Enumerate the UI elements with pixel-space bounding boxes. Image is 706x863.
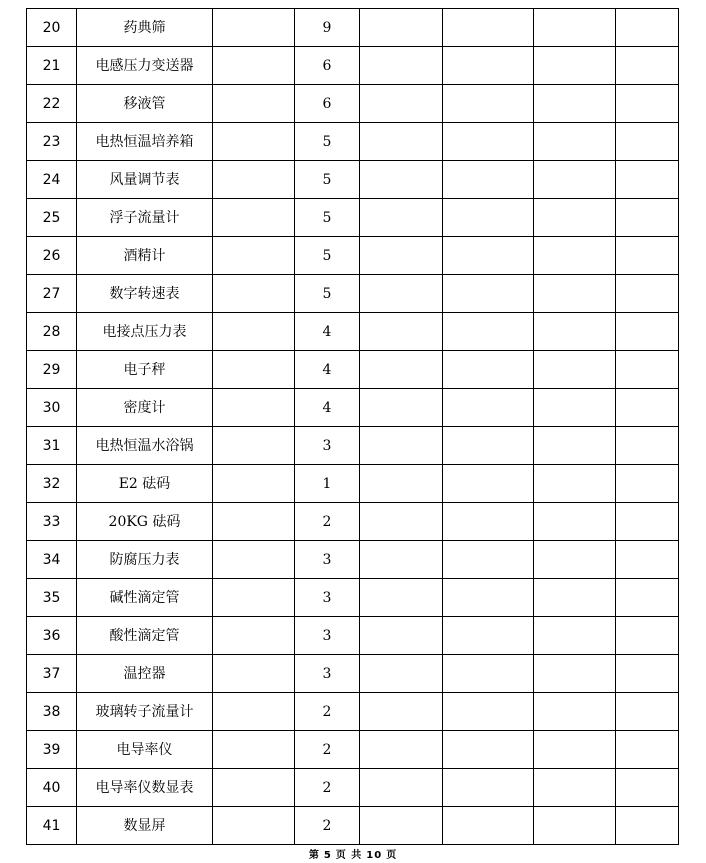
footer-suffix: 页 [386,850,398,861]
table-row [27,655,679,693]
empty-cell [616,275,679,313]
empty-cell [213,313,295,351]
empty-cell [443,655,534,693]
empty-cell [616,693,679,731]
empty-cell [616,351,679,389]
quantity-cell: 2 [295,731,360,769]
table-row [27,199,679,237]
empty-cell [443,427,534,465]
empty-cell [616,579,679,617]
item-name-cell: 电热恒温培养箱 [77,123,213,161]
empty-cell [534,237,616,275]
empty-cell [534,275,616,313]
quantity-cell: 3 [295,617,360,655]
empty-cell [534,617,616,655]
empty-cell [360,655,443,693]
footer-middle: 页 共 [335,850,363,861]
item-name-cell: 电感压力变送器 [77,47,213,85]
quantity-cell: 5 [295,199,360,237]
empty-cell [443,617,534,655]
item-name-cell: 玻璃转子流量计 [77,693,213,731]
empty-cell [213,161,295,199]
empty-cell [616,199,679,237]
quantity-cell: 6 [295,85,360,123]
item-name-cell: 数显屏 [77,807,213,845]
item-name-cell: 电导率仪 [77,731,213,769]
empty-cell [360,9,443,47]
empty-cell [616,313,679,351]
empty-cell [213,237,295,275]
row-number-cell: 21 [27,47,77,85]
item-name-cell: 温控器 [77,655,213,693]
empty-cell [360,389,443,427]
empty-cell [616,655,679,693]
equipment-table [26,8,679,845]
item-name-cell: E2 砝码 [77,465,213,503]
empty-cell [443,47,534,85]
item-name-cell: 密度计 [77,389,213,427]
empty-cell [616,237,679,275]
row-number-cell: 35 [27,579,77,617]
table-row [27,351,679,389]
empty-cell [360,731,443,769]
table-row [27,389,679,427]
item-name-cell: 防腐压力表 [77,541,213,579]
empty-cell [360,807,443,845]
empty-cell [213,427,295,465]
empty-cell [360,275,443,313]
item-name-cell: 电导率仪数显表 [77,769,213,807]
item-name-cell: 浮子流量计 [77,199,213,237]
quantity-cell: 2 [295,769,360,807]
empty-cell [213,769,295,807]
empty-cell [443,389,534,427]
empty-cell [213,541,295,579]
empty-cell [534,85,616,123]
quantity-cell: 4 [295,389,360,427]
empty-cell [534,769,616,807]
quantity-cell: 3 [295,655,360,693]
empty-cell [213,389,295,427]
item-name-cell: 电子秤 [77,351,213,389]
empty-cell [213,47,295,85]
quantity-cell: 2 [295,807,360,845]
table-row [27,47,679,85]
quantity-cell: 4 [295,351,360,389]
table-row [27,85,679,123]
row-number-cell: 36 [27,617,77,655]
table-row [27,427,679,465]
table-body [27,9,679,845]
row-number-cell: 30 [27,389,77,427]
empty-cell [534,541,616,579]
empty-cell [443,351,534,389]
empty-cell [534,161,616,199]
empty-cell [616,47,679,85]
row-number-cell: 38 [27,693,77,731]
quantity-cell: 5 [295,275,360,313]
item-name-cell: 电接点压力表 [77,313,213,351]
empty-cell [213,351,295,389]
empty-cell [443,731,534,769]
empty-cell [616,161,679,199]
item-name-cell: 电热恒温水浴锅 [77,427,213,465]
quantity-cell: 2 [295,503,360,541]
empty-cell [616,465,679,503]
table-row [27,313,679,351]
empty-cell [443,313,534,351]
empty-cell [213,85,295,123]
empty-cell [534,199,616,237]
empty-cell [616,541,679,579]
item-name-cell: 药典筛 [77,9,213,47]
empty-cell [443,693,534,731]
table-row [27,275,679,313]
empty-cell [443,85,534,123]
empty-cell [360,427,443,465]
empty-cell [213,731,295,769]
empty-cell [213,275,295,313]
row-number-cell: 31 [27,427,77,465]
row-number-cell: 20 [27,9,77,47]
empty-cell [443,275,534,313]
empty-cell [534,9,616,47]
table-row [27,123,679,161]
empty-cell [213,807,295,845]
row-number-cell: 25 [27,199,77,237]
empty-cell [616,9,679,47]
empty-cell [443,9,534,47]
empty-cell [534,389,616,427]
quantity-cell: 5 [295,161,360,199]
empty-cell [360,541,443,579]
row-number-cell: 27 [27,275,77,313]
item-name-cell: 数字转速表 [77,275,213,313]
empty-cell [360,579,443,617]
table-row [27,807,679,845]
empty-cell [360,769,443,807]
item-name-cell: 风量调节表 [77,161,213,199]
empty-cell [443,199,534,237]
empty-cell [360,85,443,123]
empty-cell [213,617,295,655]
quantity-cell: 1 [295,465,360,503]
quantity-cell: 5 [295,237,360,275]
empty-cell [534,655,616,693]
empty-cell [616,769,679,807]
empty-cell [616,85,679,123]
quantity-cell: 4 [295,313,360,351]
empty-cell [213,655,295,693]
row-number-cell: 41 [27,807,77,845]
footer-current-page: 5 [323,850,332,861]
empty-cell [213,9,295,47]
table-row [27,465,679,503]
empty-cell [534,351,616,389]
quantity-cell: 3 [295,541,360,579]
empty-cell [360,465,443,503]
empty-cell [534,503,616,541]
quantity-cell: 3 [295,427,360,465]
row-number-cell: 33 [27,503,77,541]
empty-cell [213,199,295,237]
row-number-cell: 23 [27,123,77,161]
quantity-cell: 5 [295,123,360,161]
item-name-cell: 酸性滴定管 [77,617,213,655]
footer-prefix: 第 [308,850,320,861]
table-row [27,237,679,275]
item-name-cell: 移液管 [77,85,213,123]
empty-cell [213,503,295,541]
empty-cell [616,807,679,845]
quantity-cell: 6 [295,47,360,85]
item-name-cell: 碱性滴定管 [77,579,213,617]
empty-cell [360,313,443,351]
row-number-cell: 39 [27,731,77,769]
empty-cell [534,427,616,465]
quantity-cell: 3 [295,579,360,617]
empty-cell [443,161,534,199]
table-row [27,9,679,47]
item-name-cell: 酒精计 [77,237,213,275]
empty-cell [213,579,295,617]
empty-cell [616,427,679,465]
empty-cell [360,351,443,389]
empty-cell [534,579,616,617]
table-row [27,579,679,617]
quantity-cell: 2 [295,693,360,731]
quantity-cell: 9 [295,9,360,47]
empty-cell [360,237,443,275]
empty-cell [616,123,679,161]
table-row [27,541,679,579]
empty-cell [616,617,679,655]
empty-cell [534,47,616,85]
empty-cell [360,503,443,541]
empty-cell [213,123,295,161]
empty-cell [443,579,534,617]
empty-cell [534,731,616,769]
empty-cell [443,769,534,807]
empty-cell [534,313,616,351]
row-number-cell: 34 [27,541,77,579]
table-row [27,503,679,541]
row-number-cell: 32 [27,465,77,503]
empty-cell [616,503,679,541]
empty-cell [360,693,443,731]
empty-cell [443,465,534,503]
empty-cell [360,161,443,199]
table-row [27,617,679,655]
empty-cell [213,693,295,731]
empty-cell [534,693,616,731]
footer-total-pages: 10 [366,850,383,861]
empty-cell [443,237,534,275]
row-number-cell: 24 [27,161,77,199]
row-number-cell: 26 [27,237,77,275]
item-name-cell: 20KG 砝码 [77,503,213,541]
empty-cell [534,465,616,503]
empty-cell [443,541,534,579]
empty-cell [443,807,534,845]
empty-cell [534,807,616,845]
empty-cell [360,199,443,237]
empty-cell [360,47,443,85]
table-row [27,693,679,731]
empty-cell [443,123,534,161]
row-number-cell: 40 [27,769,77,807]
empty-cell [616,731,679,769]
empty-cell [443,503,534,541]
row-number-cell: 37 [27,655,77,693]
empty-cell [360,123,443,161]
page-footer [0,846,706,861]
row-number-cell: 22 [27,85,77,123]
empty-cell [360,617,443,655]
table-row [27,731,679,769]
empty-cell [616,389,679,427]
table-row [27,769,679,807]
empty-cell [534,123,616,161]
row-number-cell: 29 [27,351,77,389]
row-number-cell: 28 [27,313,77,351]
empty-cell [213,465,295,503]
table-row [27,161,679,199]
